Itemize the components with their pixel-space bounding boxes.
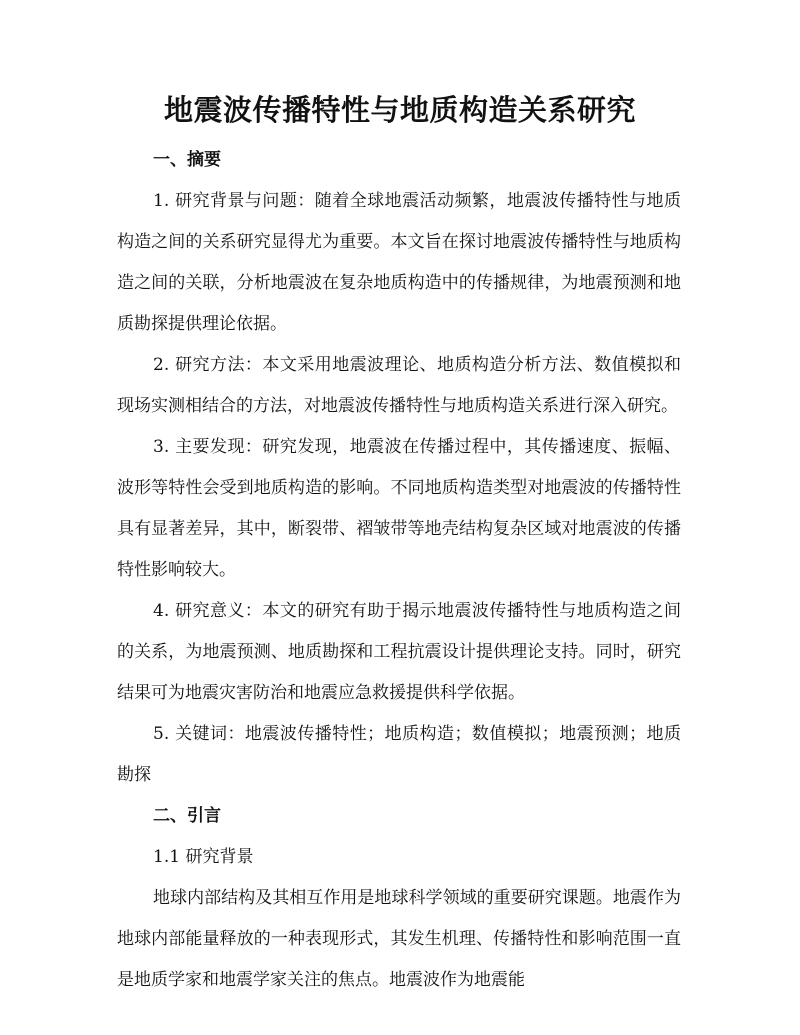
- abstract-paragraph-keywords: 5. 关键词：地震波传播特性；地质构造；数值模拟；地震预测；地质勘探: [117, 724, 681, 785]
- abstract-paragraph-methods: 2. 研究方法：本文采用地震波理论、地质构造分析方法、数值模拟和现场实测相结合的方法，对地震波传播特性与地质构造关系进行深入研究。: [117, 355, 681, 416]
- document-title: 地震波传播特性与地质构造关系研究: [163, 93, 636, 127]
- section-heading-introduction: 二、引言: [153, 806, 221, 826]
- introduction-paragraph: 地球内部结构及其相互作用是地球科学领域的重要研究课题。地震作为地球内部能量释放的一种表现形式，其发生机理、传播特性和影响范围一直是地质学家和地震学家关注的焦点。地震波作为地震能: [117, 888, 681, 990]
- abstract-paragraph-background: 1. 研究背景与问题：随着全球地震活动频繁，地震波传播特性与地质构造之间的关系研究显得尤为重要。本文旨在探讨地震波传播特性与地质构造之间的关联，分析地震波在复杂地质构造中的传播规律，为地震预测和地质勘探提供理论依据。: [117, 191, 681, 334]
- document-body: [117, 140, 681, 1001]
- section-heading-abstract: 一、摘要: [153, 150, 221, 170]
- abstract-paragraph-significance: 4. 研究意义：本文的研究有助于揭示地震波传播特性与地质构造之间的关系，为地震预测、地质勘探和工程抗震设计提供理论支持。同时，研究结果可为地震灾害防治和地震应急救援提供科学依据。: [117, 601, 681, 703]
- subsection-heading-background: 1.1 研究背景: [153, 847, 254, 867]
- abstract-paragraph-findings: 3. 主要发现：研究发现，地震波在传播过程中，其传播速度、振幅、波形等特性会受到地质构造的影响。不同地质构造类型对地震波的传播特性具有显著差异，其中，断裂带、褶皱带等地壳结构复杂区域对地震波的传播特性影响较大。: [117, 437, 681, 580]
